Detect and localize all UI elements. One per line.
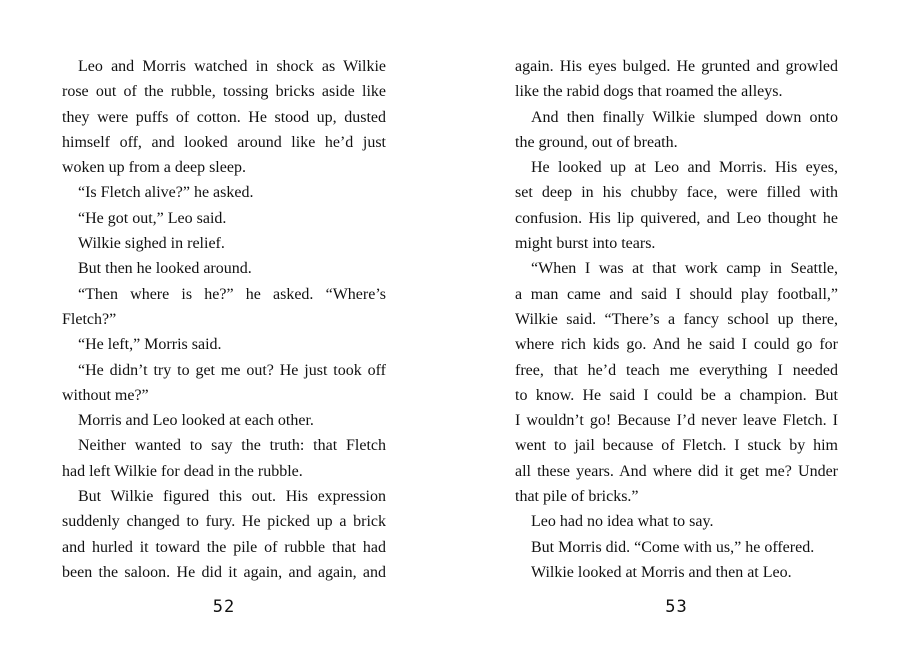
text-line: rose out of the rubble, tossing bricks aside like [62,83,386,101]
text-line: Fletch?” [62,310,117,328]
text-line: Wilkie looked at Morris and then at Leo. [531,563,792,581]
text-line: the ground, out of breath. [515,133,678,151]
text-line: confusion. His lip quivered, and Leo thought he [515,209,838,227]
text-line: “When I was at that work camp in Seattle, [531,260,838,278]
text-line: woken up from a deep sleep. [62,159,246,177]
left-page-number: 52 [212,597,236,617]
text-line: suddenly changed to fury. He picked up a brick [62,513,386,531]
text-line: went to jail because of Fletch. I stuck by him [515,437,838,455]
text-line: He looked up at Leo and Morris. His eyes, [531,159,838,177]
text-line: “He left,” Morris said. [78,336,222,354]
text-line: set deep in his chubby face, were filled with [515,184,838,202]
text-line: But Wilkie figured this out. His expression [78,488,386,506]
text-line: I wouldn’t go! Because I’d never leave Fletch. I [515,412,838,430]
text-line: that pile of bricks.” [515,488,639,506]
text-line: And then finally Wilkie slumped down onto [531,108,838,126]
text-line: again. His eyes bulged. He grunted and growled [515,58,838,75]
left-page-text [62,54,386,585]
text-line: Morris and Leo looked at each other. [78,412,314,430]
text-line: free, that he’d teach me everything I needed [515,361,838,379]
text-line: where rich kids go. And he said I could go for [515,336,838,354]
text-line: But Morris did. “Come with us,” he offered. [531,538,815,556]
right-page-text [515,54,838,585]
text-line: had left Wilkie for dead in the rubble. [62,462,303,480]
text-line: Leo had no idea what to say. [531,513,714,531]
text-line: might burst into tears. [515,235,656,253]
text-line: and hurled it toward the pile of rubble that had [62,538,386,556]
right-page-number: 53 [665,597,688,617]
text-line: like the rabid dogs that roamed the alleys. [515,83,783,101]
text-line: “He didn’t try to get me out? He just took off [78,361,386,379]
text-line: “Is Fletch alive?” he asked. [78,184,254,202]
text-line: Leo and Morris watched in shock as Wilkie [78,58,386,75]
text-line: “He got out,” Leo said. [78,209,227,227]
text-line: himself off, and looked around like he’d just [62,133,386,151]
text-line: a man came and said I should play football,” [515,285,838,303]
text-line: been the saloon. He did it again, and again, and [62,563,386,581]
text-line: But then he looked around. [78,260,252,278]
text-line: Wilkie sighed in relief. [78,235,225,253]
text-line: “Then where is he?” he asked. “Where’s [78,285,386,303]
text-line: Neither wanted to say the truth: that Fletch [78,437,386,455]
text-line: to know. He said I could be a champion. But [515,386,838,404]
text-line: Wilkie said. “There’s a fancy school up there, [515,310,838,328]
text-line: all these years. And where did it get me? Under [515,462,838,480]
text-line: they were puffs of cotton. He stood up, dusted [62,108,386,126]
text-line: without me?” [62,386,149,404]
